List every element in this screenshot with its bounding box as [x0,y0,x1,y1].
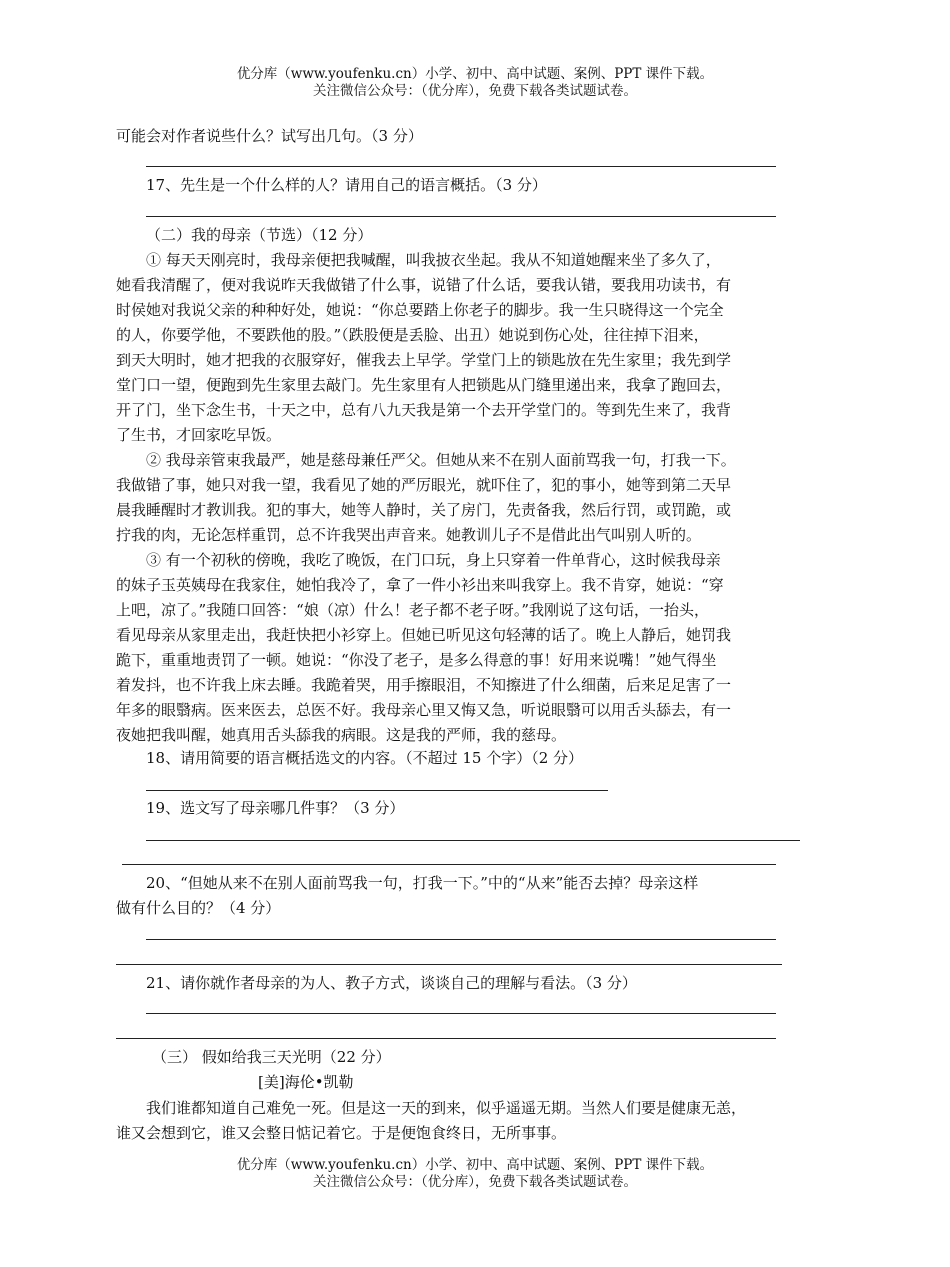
answer-line [146,166,776,167]
question-17: 17、先生是一个什么样的人？请用自己的语言概括。（3 分） [146,176,547,194]
paragraph-line: 着发抖，也不许我上床去睡。我跪着哭，用手擦眼泪，不知擦进了什么细菌，后来足足害了一 [116,676,732,694]
section-2-title: （二）我的母亲（节选）（12 分） [146,226,373,244]
question-21: 21、请你就作者母亲的为人、教子方式，谈谈自己的理解与看法。（3 分） [146,974,637,992]
answer-line [146,840,800,841]
paragraph-line: 上吧，凉了。”我随口回答：“娘（凉）什么！老子都不老子呀。”我刚说了这句话，一抬头， [116,601,710,619]
header-line-2: 关注微信公众号：（优分库），免费下载各类试题试卷。 [313,83,637,99]
answer-line [146,1013,776,1014]
section-3-author: [美]海伦•凯勒 [258,1073,354,1091]
paragraph-line: 年多的眼翳病。医来医去，总医不好。我母亲心里又悔又急，听说眼翳可以用舌头舔去，有一 [116,701,732,719]
paragraph-line: 开了门，坐下念生书，十天之中，总有八九天我是第一个去开学堂门的。等到先生来了，我背 [116,401,732,419]
paragraph-line: 堂门口一望，便跑到先生家里去敲门。先生家里有人把锁匙从门缝里递出来，我拿了跑回去， [116,376,732,394]
paragraph-line: 我做错了事，她只对我一望，我看见了她的严厉眼光，就吓住了，犯的事小，她等到第二天早 [116,476,732,494]
paragraph-line: 的人，你要学他，不要跌他的股。”（跌股便是丢脸、出丑）她说到伤心处，往往掉下泪来， [116,326,709,344]
paragraph-line: 夜她把我叫醒，她真用舌头舔我的病眼。这是我的严师，我的慈母。 [116,726,567,744]
question-20-line-2: 做有什么目的？（4 分） [116,899,281,917]
page-header [0,66,950,100]
question-16-tail: 可能会对作者说些什么？试写出几句。（3 分） [116,127,423,145]
header-line-1: 优分库（www.youfenku.cn）小学、初中、高中试题、案例、PPT 课件下载。 [236,66,714,82]
paragraph-line: 看见母亲从家里走出，我赶快把小衫穿上。但她已听见这句轻薄的话了。晚上人静后，她罚我 [116,626,732,644]
paragraph-line: 谁又会想到它，谁又会整日惦记着它。于是便饱食终日，无所事事。 [116,1124,567,1142]
question-20-line-1: 20、“但她从来不在别人面前骂我一句，打我一下。”中的“从来”能否去掉？母亲这样 [146,874,699,892]
paragraph-line: ③ 有一个初秋的傍晚，我吃了晚饭，在门口玩，身上只穿着一件单背心，这时候我母亲 [146,551,721,569]
answer-line [116,964,782,965]
paragraph-line: 晨我睡醒时才教训我。犯的事大，她等人静时，关了房门，先责备我，然后行罚，或罚跪，或 [116,501,732,519]
paragraph-line: 了生书，才回家吃早饭。 [116,426,282,444]
answer-line [122,864,776,865]
answer-line [116,1038,776,1039]
answer-line [146,790,608,791]
footer-line-2: 关注微信公众号：（优分库），免费下载各类试题试卷。 [313,1174,637,1190]
paragraph-line: 拧我的肉，无论怎样重罚，总不许我哭出声音来。她教训儿子不是借此出气叫别人听的。 [116,526,702,544]
paragraph-line: 她看我清醒了，便对我说昨天我做错了什么事，说错了什么话，要我认错，要我用功读书，有 [116,276,732,294]
paragraph-line: 我们谁都知道自己难免一死。但是这一天的到来，似乎遥遥无期。当然人们要是健康无恙， [146,1099,747,1117]
paragraph-line: 的妹子玉英姨母在我家住，她怕我冷了，拿了一件小衫出来叫我穿上。我不肯穿，她说：“穿 [116,576,724,594]
question-18: 18、请用简要的语言概括选文的内容。（不超过 15 个字）（2 分） [146,749,584,767]
footer-line-1: 优分库（www.youfenku.cn）小学、初中、高中试题、案例、PPT 课件下载。 [236,1157,714,1173]
paragraph-line: 时侯她对我说父亲的种种好处，她说：“你总要踏上你老子的脚步。我一生只晓得这一个完全 [116,301,724,319]
answer-line [146,216,776,217]
paragraph-line: ② 我母亲管束我最严，她是慈母兼任严父。但她从来不在别人面前骂我一句，打我一下。 [146,451,736,469]
paragraph-line: 跪下，重重地责罚了一顿。她说：“你没了老子，是多么得意的事！好用来说嘴！”她气得坐 [116,651,717,669]
page-footer [0,1157,950,1191]
paragraph-line: 到天大明时，她才把我的衣服穿好，催我去上早学。学堂门上的锁匙放在先生家里；我先到学 [116,351,732,369]
section-3-title: （三） 假如给我三天光明（22 分） [152,1048,391,1066]
answer-line [146,939,776,940]
paragraph-line: ① 每天天刚亮时，我母亲便把我喊醒，叫我披衣坐起。我从不知道她醒来坐了多久了， [146,251,721,269]
question-19: 19、选文写了母亲哪几件事？（3 分） [146,799,405,817]
